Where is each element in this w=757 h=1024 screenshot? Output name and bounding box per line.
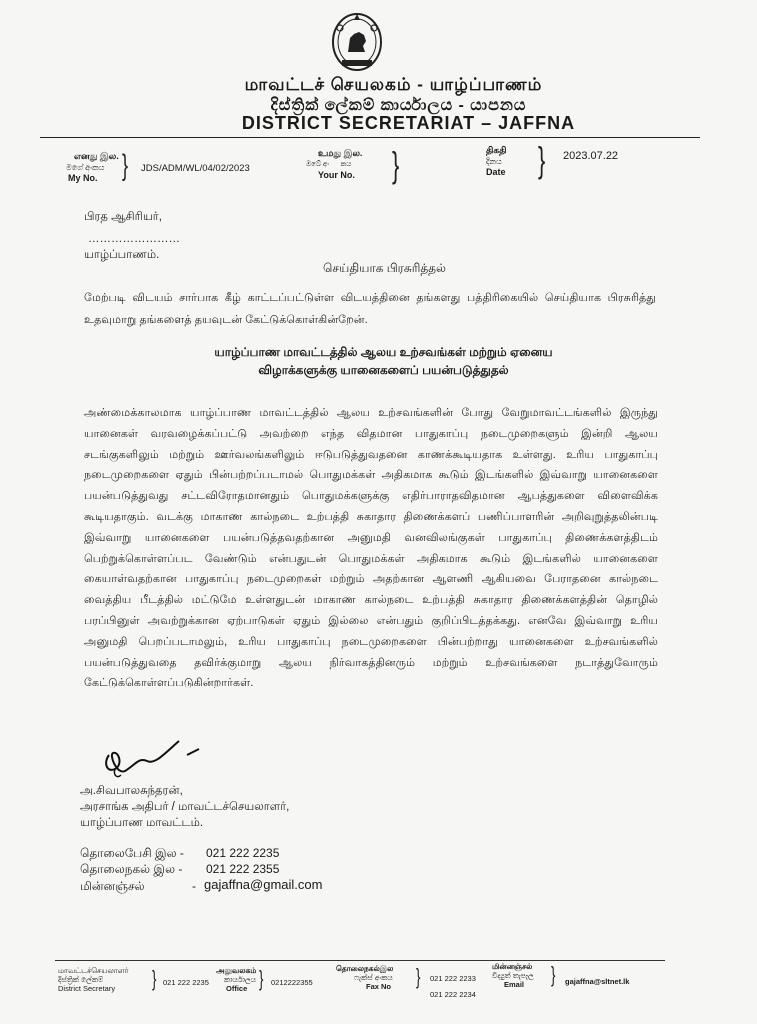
signatory-name: அ.சிவபாலசுந்தரன், (80, 785, 183, 797)
my-no-brace: } (122, 149, 129, 182)
email-label: மின்னஞ்சல் (80, 879, 145, 893)
sri-lanka-emblem-icon (328, 8, 386, 74)
addressee-line3: யாழ்ப்பாணம். (84, 249, 160, 261)
headline-line1: யாழ்ப்பாண மாவட்டத்தில் ஆலய உற்சவங்கள் மற்றும் ஏனைய (214, 345, 553, 359)
addressee-line1: பிரத ஆசிரியர், (84, 211, 163, 223)
footer-fax-phone2: 021 222 2234 (430, 990, 476, 999)
footer-office-label: அலுவலகம் කාර්යාලය Office (216, 966, 257, 993)
header-sinhala: දිස්ත්‍රික් ලේකම් කාර්යාලය - යාපනය (270, 97, 527, 114)
footer-office-phone: 0212222355 (271, 978, 313, 987)
your-no-label: உமது இல. ඔබේ අං කය Your No. (306, 148, 363, 180)
my-no-value: JDS/ADM/WL/04/02/2023 (141, 163, 250, 174)
fax-label: தொலைநகல் இல - (80, 862, 183, 876)
footer-ds-label: மாவட்டச்செயலாளர் දිස්ත්‍රික් ලේකම් District Secretary (58, 966, 129, 993)
footer-office-brace: } (259, 966, 264, 991)
phone-value: 021 222 2235 (206, 846, 280, 860)
my-no-label: எனது இல. මගේ අංකය My No. (66, 151, 119, 183)
headline-line2: விழாக்களுக்கு யானைகளைப் பயன்படுத்துதல் (258, 363, 509, 377)
addressee-line2: …………………… (88, 233, 180, 245)
footer-email-label: மின்னஞ்சல் විද්‍යුත් තැපෑල Email (492, 962, 534, 989)
footer-email-brace: } (551, 962, 556, 987)
intro-paragraph: மேற்படி விடயம் சார்பாக கீழ் காட்டப்பட்டுள்ள விடயத்தினை தங்களது பத்திரிகையில் செய்தியாக பிரசுரித்து உதவுமாறு தங்களைத் தயவுடன் கேட்டுக்கொள்கின்றேன். (84, 292, 656, 326)
footer-fax-label: தொலைநகல்இல ෆැක්ස් අංකය Fax No (336, 964, 394, 991)
signatory-district: யாழ்ப்பாண மாவட்டம். (80, 817, 204, 829)
email-dash: - (192, 879, 196, 893)
phone-label: தொலைபேசி இல - (80, 846, 184, 860)
footer-ds-brace: } (152, 966, 157, 991)
header-tamil: மாவட்டச் செயலகம் - யாழ்ப்பாணம் (244, 75, 543, 94)
email-value: gajaffna@gmail.com (204, 877, 323, 892)
signature-image (95, 735, 215, 780)
signatory-title: அரசாங்க அதிபர் / மாவட்டச்செயலாளர், (80, 801, 290, 813)
your-no-brace: } (392, 144, 400, 185)
footer-fax-brace: } (416, 964, 421, 989)
date-brace: } (538, 139, 546, 180)
date-value: 2023.07.22 (563, 150, 619, 162)
header-english: DISTRICT SECRETARIAT – JAFFNA (241, 113, 576, 133)
footer-fax-phone1: 021 222 2233 (430, 974, 476, 983)
fax-value: 021 222 2355 (206, 862, 280, 876)
subject-heading: செய்தியாக பிரசுரித்தல் (323, 261, 446, 275)
footer-divider (55, 960, 665, 961)
header-divider (40, 137, 700, 138)
footer-email-value: gajaffna@sltnet.lk (565, 977, 630, 986)
body-paragraph: அண்மைக்காலமாக யாழ்ப்பாண மாவட்டத்தில் ஆலய உற்சவங்களின் போது வேறுமாவட்டங்களில் இருந்து யானைகள் வரவழைக்கப்பட்டு அவற்றை எந்த விதமான பாதுகாப்பு நடைமுறைகளும் இன்றி ஆலய சடங்குகளிலும் மற்றும் ஊர்வலங்களிலும் ஈடுபடுத்துவதனை காணக்கூடியதாக உள்ளது. உரிய பாதுகாப்பு நடைமுறைகளை ஏதும் பின்பற்றப்படாமல் பொதுமக்கள் அதிகமாக கூடும் இடங்களில் இவ்வாறு யானைகளை பயன்படுத்துவது சட்டவிரோதமானதும் பொதுமக்களுக்கு எதிர்பாராதவிதமான ஆபத்துகளை விளைவிக்க கூடியதாகும். வடக்கு மாகாண கால்நடை உற்பத்தி சுகாதார திணைக்களப் பணிப்பாளரின் அறிவுறுத்தலின்படி இவ்வாறு யானைகளை பயன்படுத்தவதற்கான அனுமதி வனவிலங்குகள் பாதுகாப்பு திணைக்களத்திடம் பெற்றுக்கொள்ளப்பட வேண்டும் என்பதுடன் பொதுமக்கள் அதிகமாக கூடும் இடங்களில் யானைகளை கையாள்வதற்கான பாதுகாப்பு நடைமுறைகள் மற்றும் அதற்கான ஆளணி ஆகியவை பேராதனை கால்நடை வைத்திய பீடத்தில் மட்டுமே உள்ளதுடன் மாகாண கால்நடை உற்பத்தி சுகாதார திணைக்களத்தின் தொழில் பரப்பினுள் அவற்றுக்கான ஏற்பாடுகள் ஏதும் இல்லை என்பதும் குறிப்பிடத்தக்கது. எனவே இவ்வாறு உரிய அனுமதி பெறப்படாமலும், உரிய பாதுகாப்பு நடைமுறைகளை பின்பற்றாது யானைகளை உற்சவங்களில் பயன்படுத்துவதை தவிர்க்குமாறு ஆலய நிர்வாகத்தினரும் மற்றும் உற்சவங்களை நடாத்துவோரும் கேட்டுக்கொள்ளப்படுகின்றார்கள். (84, 407, 658, 690)
footer-ds-phone: 021 222 2235 (163, 978, 209, 987)
date-label: திகதி දිනය Date (486, 145, 507, 177)
